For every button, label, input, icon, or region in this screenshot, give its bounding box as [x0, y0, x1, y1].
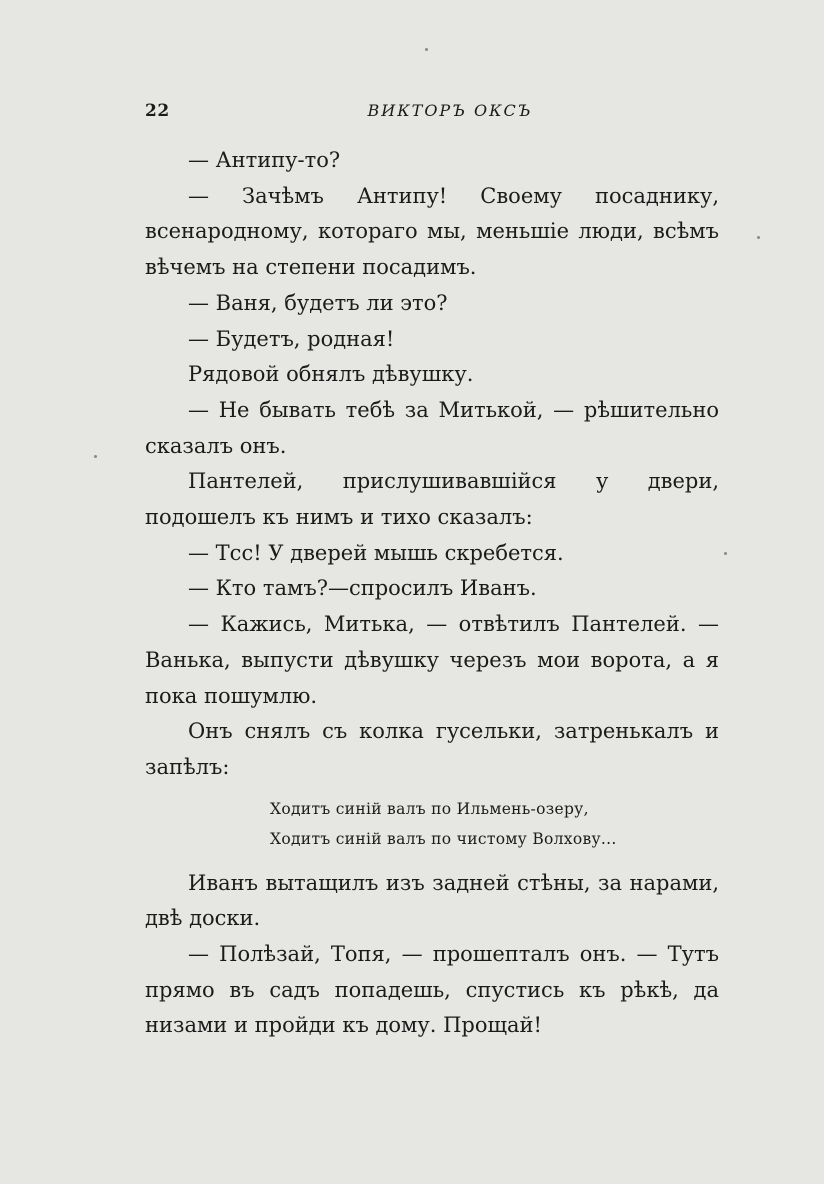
verse-block: [270, 794, 719, 854]
body-text: [145, 143, 719, 1044]
verse-line: Ходитъ синій валъ по чистому Волхову...: [270, 829, 617, 848]
paragraph: — Зачѣмъ Антипу! Своему посаднику, всенародному, котораго мы, меньшіе люди, всѣмъ вѣчемъ на степени посадимъ.: [145, 183, 719, 280]
paragraph: — Тсс! У дверей мышь скребется.: [188, 540, 564, 565]
paragraph: Рядовой обнялъ дѣвушку.: [188, 362, 474, 387]
paper-speck: [425, 48, 428, 51]
paragraph: Пантелей, прислушивавшійся у двери, подошелъ къ нимъ и тихо сказалъ:: [145, 469, 719, 530]
paragraph: — Полѣзай, Топя, — прошепталъ онъ. — Тутъ прямо въ садъ попадешь, спустись къ рѣкѣ, да низами и пройди къ дому. Прощай!: [145, 942, 719, 1038]
paragraph: — Кто тамъ?—спросилъ Иванъ.: [188, 576, 537, 601]
page-number: 22: [145, 101, 170, 121]
paragraph: — Не бывать тебѣ за Митькой, — рѣшительно сказалъ онъ.: [145, 397, 719, 458]
paragraph: Иванъ вытащилъ изъ задней стѣны, за нарами, двѣ доски.: [145, 870, 719, 931]
running-title: ВИКТОРЪ ОКСЪ: [367, 101, 533, 120]
paper-speck: [724, 552, 727, 555]
verse-line: Ходитъ синій валъ по Ильмень-озеру,: [270, 799, 589, 818]
paragraph: Онъ снялъ съ колка гусельки, затренькалъ и запѣлъ:: [145, 719, 719, 779]
paragraph: — Ваня, будетъ ли это?: [188, 290, 448, 315]
paper-speck: [757, 236, 760, 239]
paragraph: — Будетъ, родная!: [188, 326, 395, 351]
paragraph: — Кажись, Митька, — отвѣтилъ Пантелей. — Ванька, выпусти дѣвушку черезъ мои ворота, а я пока пошумлю.: [145, 612, 719, 708]
paper-speck: [94, 455, 97, 458]
paragraph: — Антипу-то?: [188, 148, 341, 172]
